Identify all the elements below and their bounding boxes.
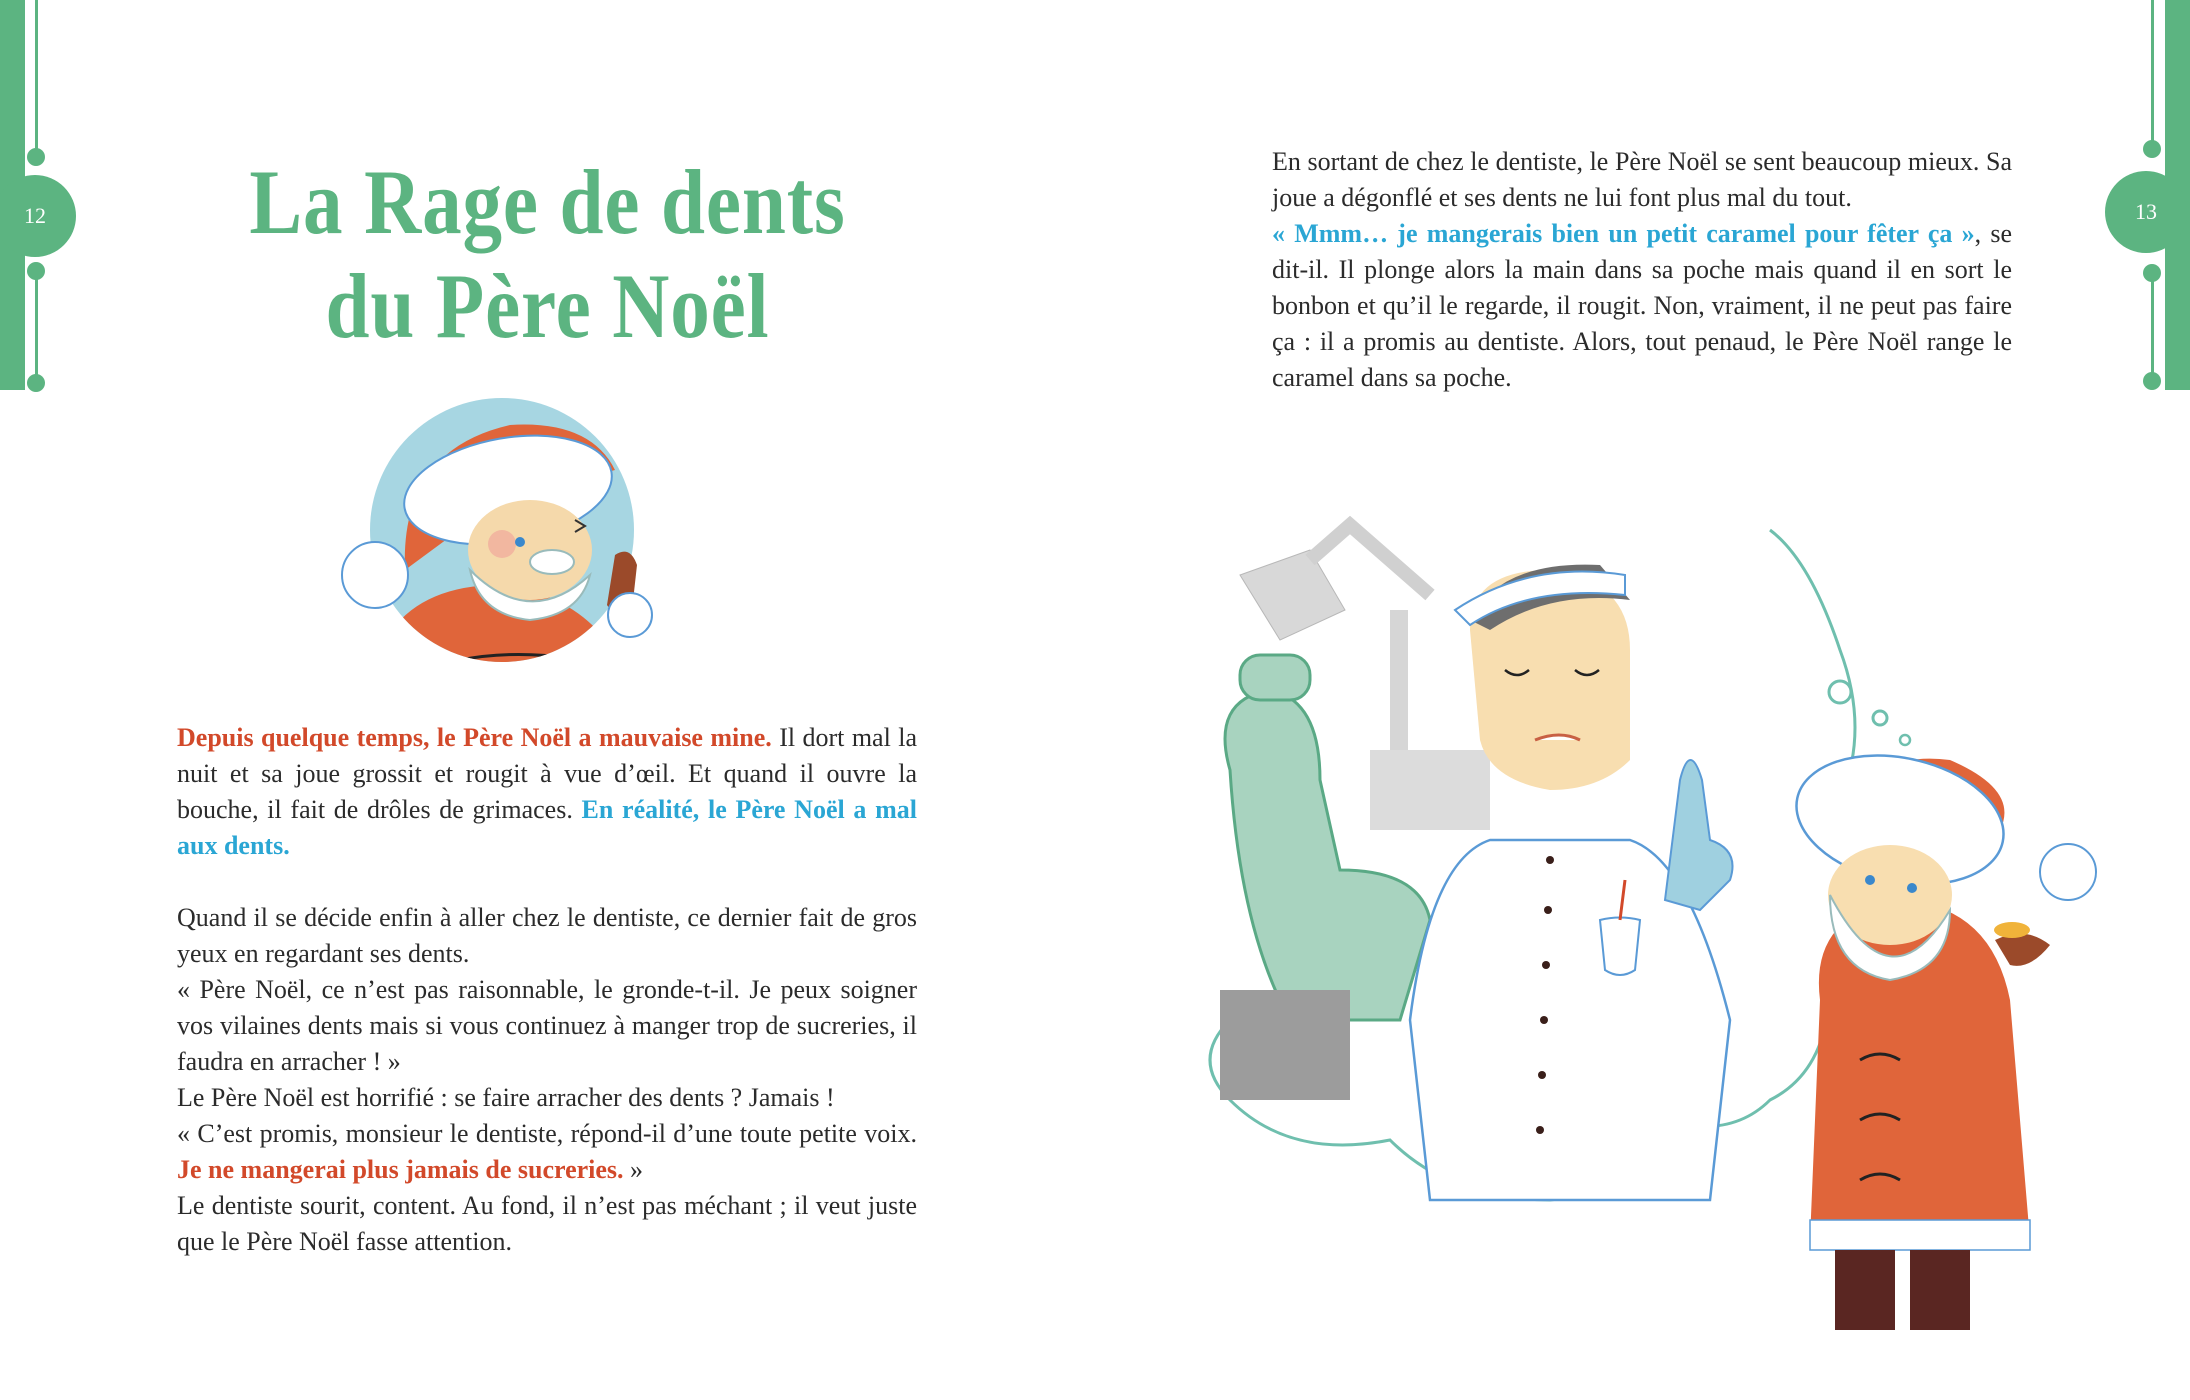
tab-dot: [27, 148, 45, 166]
page-number-right: 13: [2105, 171, 2187, 253]
tab-dot: [27, 374, 45, 392]
paragraph-1: [177, 720, 917, 864]
paragraph-2-line-2: « Père Noël, ce n’est pas raisonnable, le gronde-t-il. Je peux soigner vos vilaines dents mais si vous continuez à manger trop de sucreries, il faudra en arracher ! »: [177, 975, 917, 1076]
story-title: [206, 150, 890, 358]
dentist-and-santa-illustration: [1170, 500, 2150, 1380]
right-paragraph-1: En sortant de chez le dentiste, le Père Noël se sent beaucoup mieux. Sa joue a dégonflé et ses dents ne lui font plus mal du tout.: [1272, 147, 2012, 212]
paragraph-2-line-4: [177, 1116, 917, 1188]
paragraph-1-body: Il dort mal la nuit et sa joue grossit et rougit à vue d’œil. Et quand il ouvre la bouche, il fait de drôles de grimaces.: [177, 723, 917, 824]
title-line-1: La Rage de dents: [249, 151, 846, 253]
left-page-body: [177, 720, 917, 1260]
title-line-2: du Père Noël: [325, 255, 770, 357]
page-number-left: 12: [0, 175, 76, 257]
paragraph-1-emphasis: En réalité, le Père Noël a mal aux dents.: [177, 795, 917, 860]
paragraph-2-line-3: Le Père Noël est horrifié : se faire arracher des dents ? Jamais !: [177, 1083, 835, 1112]
caramel-quote: « Mmm… je mangerais bien un petit caramel pour fêter ça »: [1272, 219, 1975, 248]
tab-dot: [2143, 372, 2161, 390]
right-page-body: [1272, 144, 2012, 396]
intro-sentence: Depuis quelque temps, le Père Noël a mauvaise mine.: [177, 723, 772, 752]
tab-line: [35, 270, 38, 382]
promise-start: « C’est promis, monsieur le dentiste, répond-il d’une toute petite voix.: [177, 1119, 917, 1148]
promise-emphasis: Je ne mangerai plus jamais de sucreries.: [177, 1155, 624, 1184]
promise-end: »: [623, 1155, 644, 1184]
santa-toothache-illustration: [330, 380, 670, 680]
tab-line: [35, 0, 38, 157]
tab-line: [2151, 0, 2154, 148]
right-paragraph-2: [1272, 216, 2012, 396]
tab-dot: [2143, 140, 2161, 158]
right-paragraph-2-body: , se dit-il. Il plonge alors la main dans sa poche mais quand il en sort le bonbon et qu’il le regarde, il rougit. Non, vraiment, il ne peut pas faire ça : il a promis au dentiste. Alors, tout penaud, le Père Noël range le caramel dans sa poche.: [1272, 219, 2012, 392]
paragraph-2-line-1: Quand il se décide enfin à aller chez le dentiste, ce dernier fait de gros yeux en regardant ses dents.: [177, 903, 917, 968]
paragraph-2-line-5: Le dentiste sourit, content. Au fond, il n’est pas méchant ; il veut juste que le Père Noël fasse attention.: [177, 1191, 917, 1256]
tab-line: [2151, 272, 2154, 380]
